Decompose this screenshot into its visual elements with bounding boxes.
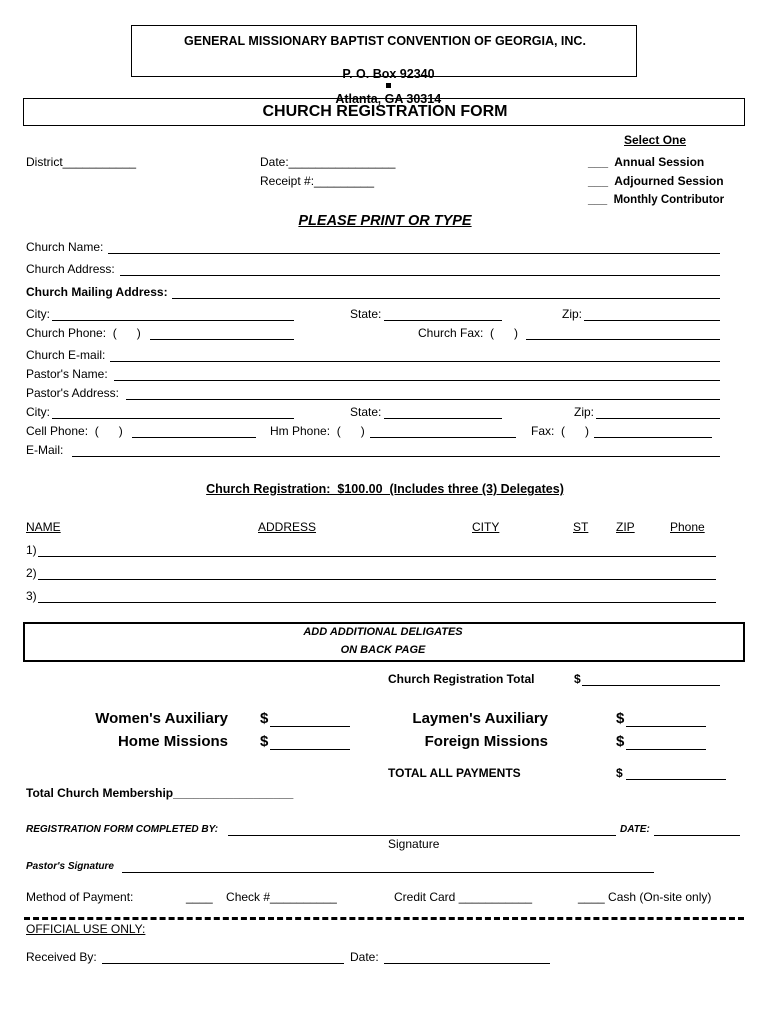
completed-date-line[interactable]: [654, 824, 740, 836]
address-city: Atlanta, GA 30314: [335, 91, 442, 106]
church-mailing-address-line[interactable]: [172, 286, 720, 299]
cell-phone-line[interactable]: [132, 425, 256, 438]
womens-auxiliary-label: Women's Auxiliary: [95, 710, 228, 727]
pastor-signature-label: Pastor's Signature: [26, 861, 114, 872]
received-by-line[interactable]: [102, 951, 344, 964]
signature-caption: Signature: [388, 837, 440, 851]
bullet-icon: [386, 83, 391, 88]
col-city: CITY: [472, 520, 500, 534]
col-name: NAME: [26, 520, 61, 534]
delegate-line-2[interactable]: [38, 567, 716, 580]
city-label: City:: [26, 307, 50, 321]
fax-line[interactable]: [594, 425, 712, 438]
laymens-auxiliary-label: Laymen's Auxiliary: [412, 710, 548, 727]
col-st: ST: [573, 520, 589, 534]
foreign-missions-line[interactable]: [626, 734, 706, 750]
delegate-line-3[interactable]: [38, 590, 716, 603]
completed-by-label: REGISTRATION FORM COMPLETED BY:: [26, 824, 219, 835]
additional-delegates-line-2: ON BACK PAGE: [340, 644, 426, 656]
delegate-row-3: 3): [26, 589, 37, 603]
foreign-missions-dollar: $: [616, 733, 625, 750]
official-use-label: OFFICIAL USE ONLY:: [26, 922, 146, 936]
total-all-payments-label: TOTAL ALL PAYMENTS: [388, 766, 521, 780]
completed-by-line[interactable]: [228, 824, 616, 836]
email-line[interactable]: [72, 444, 720, 457]
home-missions-label: Home Missions: [117, 733, 228, 750]
total-all-payments-dollar: $: [616, 766, 623, 780]
email-label: E-Mail:: [26, 443, 64, 457]
cell-phone-label: Cell Phone: ( ): [26, 424, 123, 438]
state-line[interactable]: [384, 308, 502, 321]
church-name-line[interactable]: [108, 241, 720, 254]
pastor-address-label: Pastor's Address:: [26, 386, 119, 400]
church-phone-line[interactable]: [150, 327, 294, 340]
laymens-auxiliary-dollar: $: [616, 710, 625, 727]
delegate-row-2: 2): [26, 566, 37, 580]
pastor-signature-line[interactable]: [122, 861, 654, 873]
home-missions-dollar: $: [260, 733, 269, 750]
church-registration-total-line[interactable]: [582, 673, 720, 686]
laymens-auxiliary-line[interactable]: [626, 711, 706, 727]
church-email-label: Church E-mail:: [26, 348, 106, 362]
address-pobox: P. O. Box 92340: [342, 66, 435, 81]
church-fax-label: Church Fax: ( ): [418, 326, 519, 340]
city-line[interactable]: [52, 308, 294, 321]
additional-delegates-line-1: ADD ADDITIONAL DELIGATES: [303, 626, 463, 638]
city2-line[interactable]: [52, 406, 294, 419]
option-annual-session[interactable]: ___ Annual Session: [588, 155, 705, 169]
received-by-label: Received By:: [26, 950, 97, 964]
fax-label: Fax: ( ): [531, 424, 590, 438]
delegate-row-1: 1): [26, 543, 37, 557]
completed-date-label: DATE:: [620, 824, 650, 835]
church-registration-total-label: Church Registration Total: [388, 672, 535, 686]
col-zip: ZIP: [616, 520, 635, 534]
hm-phone-line[interactable]: [370, 425, 516, 438]
state2-line[interactable]: [384, 406, 502, 419]
church-email-line[interactable]: [110, 349, 720, 362]
home-missions-line[interactable]: [270, 734, 350, 750]
church-registration-total-dollar: $: [574, 672, 581, 686]
zip-line[interactable]: [584, 308, 720, 321]
select-one-heading: Select One: [624, 133, 687, 147]
method-of-payment-label: Method of Payment:: [26, 890, 134, 904]
state-label: State:: [350, 307, 382, 321]
hm-phone-label: Hm Phone: ( ): [270, 424, 365, 438]
registration-note: Church Registration: $100.00 (Includes three (3) Delegates): [206, 482, 564, 496]
receipt-field[interactable]: Receipt #:_________: [260, 174, 375, 188]
form-title: CHURCH REGISTRATION FORM: [262, 103, 508, 120]
total-all-payments-line[interactable]: [626, 767, 726, 780]
check-option[interactable]: ____ Check #__________: [186, 890, 337, 904]
col-phone: Phone: [670, 520, 705, 534]
zip2-label: Zip:: [574, 405, 595, 419]
foreign-missions-label: Foreign Missions: [424, 733, 548, 750]
total-church-membership[interactable]: Total Church Membership__________________: [26, 786, 294, 800]
womens-auxiliary-dollar: $: [260, 710, 269, 727]
col-address: ADDRESS: [258, 520, 317, 534]
womens-auxiliary-line[interactable]: [270, 711, 350, 727]
church-address-line[interactable]: [120, 263, 720, 276]
church-name-label: Church Name:: [26, 240, 104, 254]
church-fax-line[interactable]: [526, 327, 720, 340]
credit-card-option[interactable]: Credit Card ___________: [394, 890, 533, 904]
pastor-address-line[interactable]: [126, 387, 720, 400]
pastor-name-line[interactable]: [114, 368, 720, 381]
dash-separator: [24, 917, 744, 920]
zip2-line[interactable]: [596, 406, 720, 419]
official-date-line[interactable]: [384, 951, 550, 964]
district-field[interactable]: District___________: [26, 155, 137, 169]
state2-label: State:: [350, 405, 382, 419]
print-notice: PLEASE PRINT OR TYPE: [298, 213, 472, 229]
cash-option[interactable]: ____ Cash (On-site only): [578, 890, 712, 904]
city2-label: City:: [26, 405, 50, 419]
official-date-label: Date:: [350, 950, 379, 964]
church-mailing-address-label: Church Mailing Address:: [26, 285, 168, 299]
pastor-name-label: Pastor's Name:: [26, 367, 108, 381]
option-monthly-contributor[interactable]: ___ Monthly Contributor: [588, 194, 725, 206]
delegate-line-1[interactable]: [38, 544, 716, 557]
church-phone-label: Church Phone: ( ): [26, 326, 141, 340]
org-name: GENERAL MISSIONARY BAPTIST CONVENTION OF GEORGIA, INC.: [184, 34, 586, 48]
date-field[interactable]: Date:________________: [260, 155, 396, 169]
option-adjourned-session[interactable]: ___ Adjourned Session: [588, 174, 724, 188]
church-address-label: Church Address:: [26, 262, 115, 276]
zip-label: Zip:: [562, 307, 583, 321]
